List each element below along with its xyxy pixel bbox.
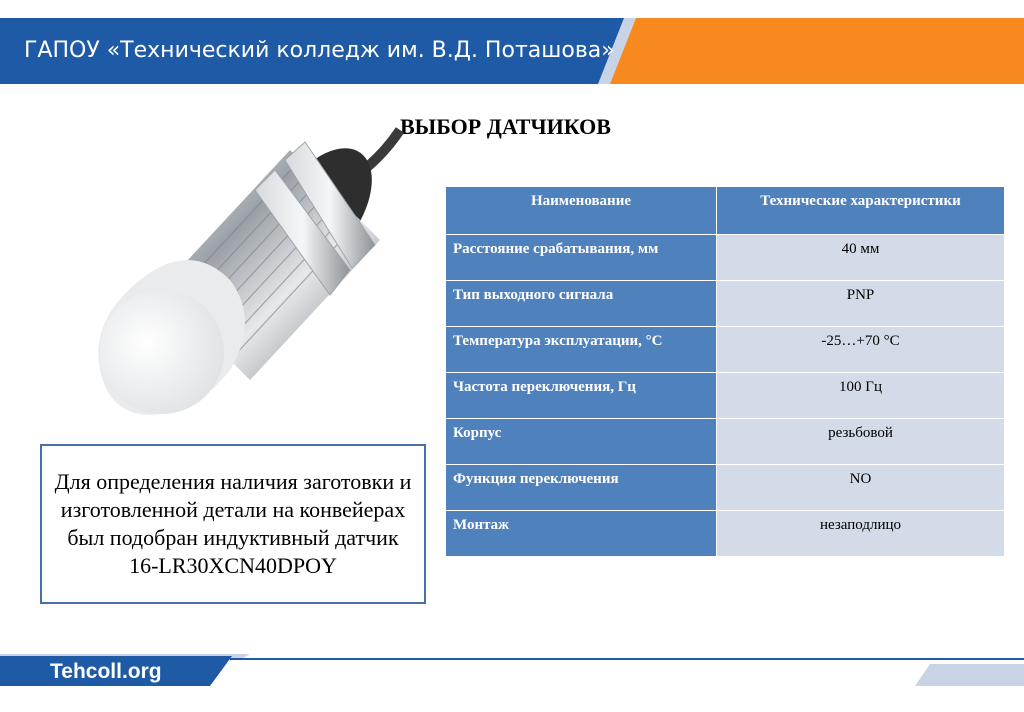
table-header-name: Наименование (446, 187, 717, 235)
spec-table (445, 186, 1005, 557)
row-name: Монтаж (446, 511, 717, 557)
row-value: NO (717, 465, 1005, 511)
row-name: Частота переключения, Гц (446, 373, 717, 419)
table-row (446, 327, 1005, 373)
table-row (446, 373, 1005, 419)
description-text: Для определения наличия заготовки и изготовленной детали на конвейерах был подобран индуктивный датчик 16-LR30XCN40DPOY (54, 469, 412, 578)
footer-banner (0, 650, 1024, 712)
slide-title: ВЫБОР ДАТЧИКОВ (400, 114, 611, 139)
row-value: PNP (717, 281, 1005, 327)
header-banner (0, 0, 1024, 90)
table-row (446, 419, 1005, 465)
footer-site-link[interactable]: Tehcoll.org (50, 660, 162, 683)
row-value: 40 мм (717, 235, 1005, 281)
row-name: Функция переключения (446, 465, 717, 511)
row-value: резьбовой (717, 419, 1005, 465)
row-name: Расстояние срабатывания, мм (446, 235, 717, 281)
table-header-spec: Технические характеристики (717, 187, 1005, 235)
header-title: ГАПОУ «Технический колледж им. В.Д. Поташова» (24, 38, 615, 63)
row-name: Тип выходного сигнала (446, 281, 717, 327)
row-name: Температура эксплуатации, °С (446, 327, 717, 373)
description-box (40, 444, 426, 604)
table-row (446, 235, 1005, 281)
table-header-row (446, 187, 1005, 235)
row-value: 100 Гц (717, 373, 1005, 419)
table-row (446, 465, 1005, 511)
inductive-sensor-image (80, 120, 410, 430)
table-row (446, 511, 1005, 557)
table-row (446, 281, 1005, 327)
row-value: незаподлицо (717, 511, 1005, 557)
row-name: Корпус (446, 419, 717, 465)
row-value: -25…+70 °С (717, 327, 1005, 373)
